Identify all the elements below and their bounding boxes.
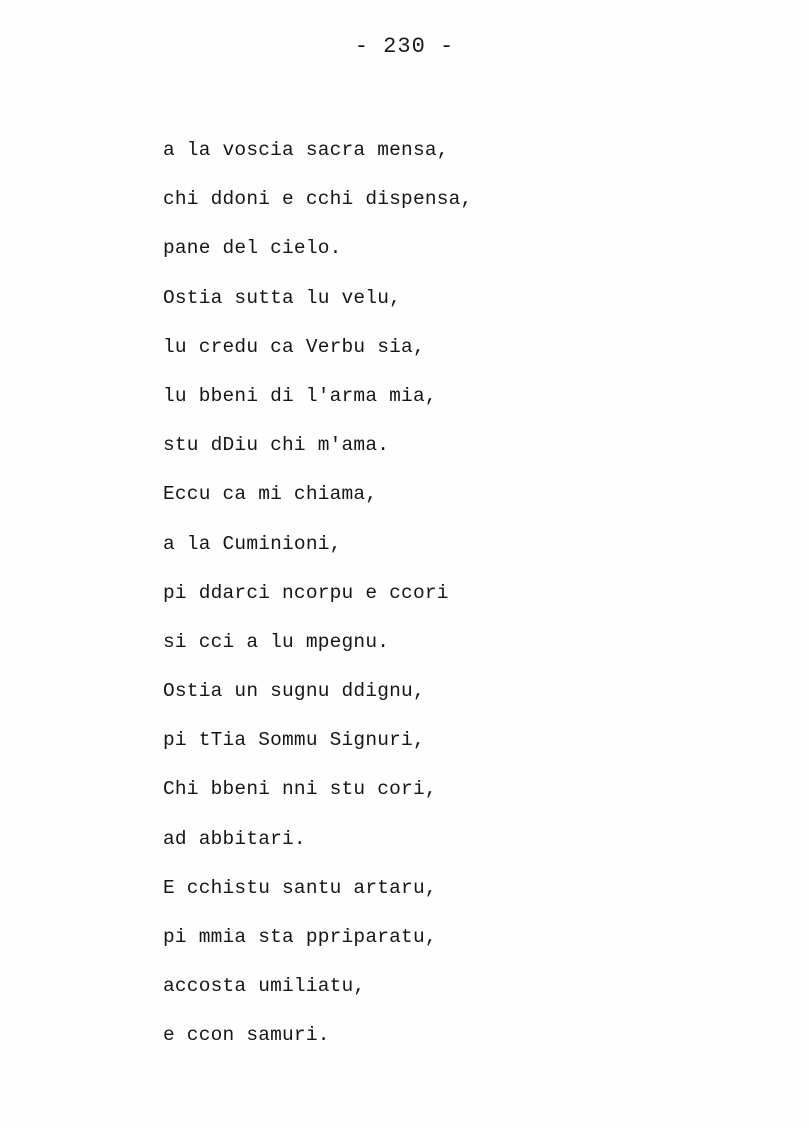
poem-line: e ccon samuri. bbox=[163, 1024, 330, 1047]
poem-line: Eccu ca mi chiama, bbox=[163, 483, 378, 506]
poem-line: accosta umiliatu, bbox=[163, 975, 366, 998]
poem-line: si cci a lu mpegnu. bbox=[163, 630, 390, 653]
poem-line: pane del cielo. bbox=[163, 237, 342, 260]
poem-line: chi ddoni e cchi dispensa, bbox=[163, 188, 473, 211]
poem-line: lu credu ca Verbu sia, bbox=[163, 335, 425, 358]
poem-line: a la voscia sacra mensa, bbox=[163, 139, 449, 161]
poem-line: Ostia sutta lu velu, bbox=[163, 286, 402, 309]
poem-line: stu dDiu chi m'ama. bbox=[163, 434, 390, 457]
poem-line: lu bbeni di l'arma mia, bbox=[163, 384, 437, 407]
poem-line: pi ddarci ncorpu e ccori bbox=[163, 581, 449, 604]
poem-line: Chi bbeni nni stu cori, bbox=[163, 778, 437, 801]
poem-line: a la Cuminioni, bbox=[163, 532, 342, 555]
poem-line: pi mmia sta ppriparatu, bbox=[163, 926, 437, 948]
poem-line: pi tTia Sommu Signuri, bbox=[163, 729, 425, 752]
poem-line: ad abbitari. bbox=[163, 827, 306, 850]
poem-line: Ostia un sugnu ddignu, bbox=[163, 680, 425, 703]
page-number: - 230 - bbox=[354, 34, 455, 59]
poem-text bbox=[163, 126, 472, 1061]
poem-line: E cchistu santu artaru, bbox=[163, 876, 437, 899]
